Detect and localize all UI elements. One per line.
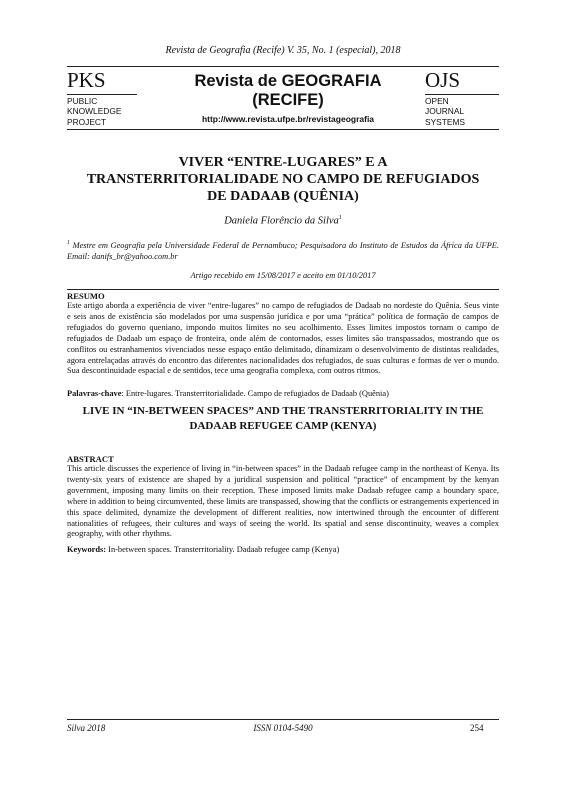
article-title-pt: VIVER “ENTRE-LUGARES” E A TRANSTERRITORIALIDADE NO CAMPO DE REFUGIADOS DE DADAAB (QUÊNIA) <box>86 155 480 204</box>
pks-subtitle: PUBLIC KNOWLEDGE PROJECT <box>67 96 122 127</box>
abstract-body: This article discusses the experience of living in “in-between spaces” in the Dadaab refugee camp in the northeast of Kenya. Its twenty-six years of existence are shaped by a juridical suspension and political “practice” of encampment by the kenyan government, imposing many limits on their reception. These imposed limits make Dadaab refugee camp a boundary space, where in addition to being circumvented, these limits are transpassed, showing that the conflicts or estrangements experienced in this space delimited, dynamize the development of different realities, now intertwined through the encounter of different nationalities of refugees, their cultures and ways of seeing the world. Its spatial and sense discontinuity, weaves a complex geography, with other rhythms. <box>67 464 499 539</box>
abstract-keywords: Keywords: In-between spaces. Transterritoriality. Dadaab refugee camp (Kenya) <box>67 545 340 554</box>
running-header: Revista de Geografia (Recife) V. 35, No. 1 (especial), 2018 <box>165 45 401 56</box>
masthead-bottom-rule <box>67 129 499 130</box>
journal-title: Revista de GEOGRAFIA (RECIFE) <box>194 72 382 109</box>
footer-author: Silva 2018 <box>67 723 106 733</box>
resumo-body: Este artigo aborda a experiência de viver “entre-lugares” no campo de refugiados de Dadaab no nordeste do Quênia. Seus vinte e seis anos de existência são modelados por uma suspensão jurídica e por uma “prática” política de formação de campos de refugiados do governo queniano, impondo muitos limites no seu acolhimento. Esses limites impostos tornam o campo de refugiados de Dadaab um espaço de fronteira, onde além de contornados, esses limites são transpassados, mostrando que os conflitos ou estranhamentos vivenciados nesse espaço então delimitado, dinamizam o desenvolvimento de distintas realidades, agora entrelaçadas através do encontro das diferentes nacionalidades dos refugiados, de suas culturas e formas de ver o mundo. Sua descontinuidade espacial e de sentidos, tece uma geografia complexa, com outros ritmos. <box>67 301 499 376</box>
resumo-rule <box>67 289 499 290</box>
resumo-heading: RESUMO <box>67 291 105 301</box>
ojs-logo: OJS <box>425 68 461 92</box>
page-number: 254 <box>470 723 484 733</box>
resumo-keywords: Palavras-chave: Entre-lugares. Transterritorialidade. Campo de refugiados de Dadaab (Quênia) <box>67 389 389 398</box>
masthead-top-rule <box>67 66 499 67</box>
footer-issn: ISSN 0104-5490 <box>253 723 313 733</box>
ojs-subtitle: OPEN JOURNAL SYSTEMS <box>425 96 466 127</box>
article-title-en: LIVE IN “IN-BETWEEN SPACES” AND THE TRANSTERRITORIALITY IN THE DADAAB REFUGEE CAMP (KENYA) <box>82 405 484 432</box>
received-date: Artigo recebido em 15/08/2017 e aceito em 01/10/2017 <box>190 271 376 280</box>
author-affiliation: $^1$ Mestre em Geografia pela Universidade Federal de Pernambuco; Pesquisadora do Instituto de Estudos da África da UFPE. Email: danifs_br@yahoo.com.br <box>67 240 499 261</box>
ojs-underline <box>425 94 499 95</box>
pks-logo: PKS <box>67 68 106 92</box>
footer-rule <box>67 719 499 720</box>
abstract-heading: ABSTRACT <box>67 454 114 464</box>
author-name: Daniela Florêncio da Silva$^1$ <box>224 215 342 227</box>
journal-url[interactable]: http://www.revista.ufpe.br/revistageografia <box>201 114 375 124</box>
pks-underline <box>67 94 137 95</box>
